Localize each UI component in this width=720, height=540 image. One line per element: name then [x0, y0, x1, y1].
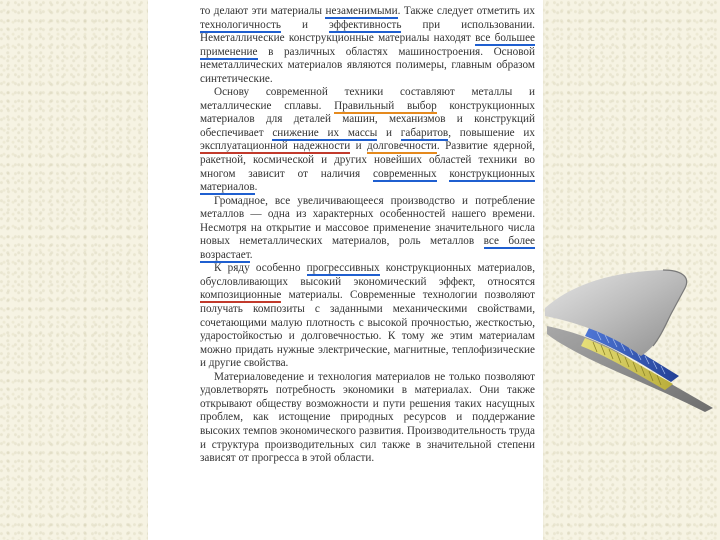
composite-layers-icon — [545, 268, 715, 413]
underlined-phrase: прогрессивных — [306, 262, 380, 275]
paragraph — [200, 5, 535, 86]
text-segment: . — [254, 181, 258, 194]
underlined-phrase: конструкционных материалов — [200, 167, 535, 194]
underlined-phrase: современных — [373, 167, 437, 180]
textbook-page — [148, 0, 543, 540]
text-segment: и — [377, 126, 401, 139]
underlined-phrase: габаритов — [400, 126, 449, 139]
underlined-phrase: эффективность — [329, 18, 402, 31]
underlined-phrase: все большее применение — [200, 32, 536, 58]
paragraph — [200, 86, 535, 194]
paragraph — [200, 195, 535, 263]
text-segment: и — [350, 140, 368, 153]
paragraph — [200, 262, 535, 370]
underlined-phrase: незаменимыми — [325, 5, 398, 17]
text-segment — [437, 168, 450, 180]
text-segment: конструкционных материалов, обусловливающих высокий экономический эффект, относятся — [200, 262, 535, 288]
text-segment: то делают эти материалы — [200, 5, 326, 17]
text-segment: материалы. Современные технологии позволяют получать композиты с заданными механическими свойствами, сочетающими малую плотность с высокой прочностью, жесткостью, ударостойкостью и долговечностью. К тому же этим материалам можно придать нужные электрические, магнитные, теплофизические и другие свойства. — [200, 289, 535, 370]
underlined-phrase: Правильный выбор — [334, 99, 437, 112]
text-segment: . Развитие ядерной, ракетной, космической и других новейших областей техники во многом зависит от наличия — [200, 140, 535, 180]
text-segment: при использовании. Неметаллические конструкционные материалы находят — [200, 18, 535, 45]
text-segment: Основу современной техники составляют металлы и металлические сплавы. — [200, 86, 535, 112]
underlined-phrase: композиционные — [200, 289, 282, 302]
underlined-phrase: эксплуатационной надежности — [200, 140, 351, 153]
text-segment: , повышение их — [448, 126, 535, 139]
text-segment: Материаловедение и технология материалов не только позволяют удовлетворять потребность экономики в материалах. Они также открывают обществу возможности и пути решения таких насущных проблем, как истощение природных ресурсов и поддержание высоких темпов экономического развития. Производительность труда и структура производительных сил также в значительной степени зависят от прогресса в этой области. — [200, 370, 535, 465]
text-segment: в различных областях машиностроения. Основой неметаллических материалов являются полимеры, главным образом синтетические. — [200, 45, 535, 85]
text-segment: К ряду особенно — [214, 262, 307, 275]
text-segment: Громадное, все увеличивающееся производство и потребление металлов — одна из характерных особенностей нашего времени. Несмотря на открытие и массовое применение значительного числа новых неметаллических материалов, роль металлов — [200, 194, 535, 248]
text-segment: конструкционных материалов для деталей машин, механизмов и конструкций обеспечивает — [200, 99, 535, 139]
text-segment: . — [249, 248, 253, 261]
text-segment: и — [280, 18, 330, 31]
underlined-phrase: снижение их массы — [272, 126, 378, 139]
underlined-phrase: долговечности — [367, 140, 437, 153]
paragraph — [200, 371, 535, 466]
text-segment: . Также следует отметить их — [397, 5, 535, 17]
underlined-phrase: технологичность — [200, 18, 281, 31]
document-body — [200, 5, 535, 466]
underlined-phrase: все более возрастает — [200, 235, 536, 261]
